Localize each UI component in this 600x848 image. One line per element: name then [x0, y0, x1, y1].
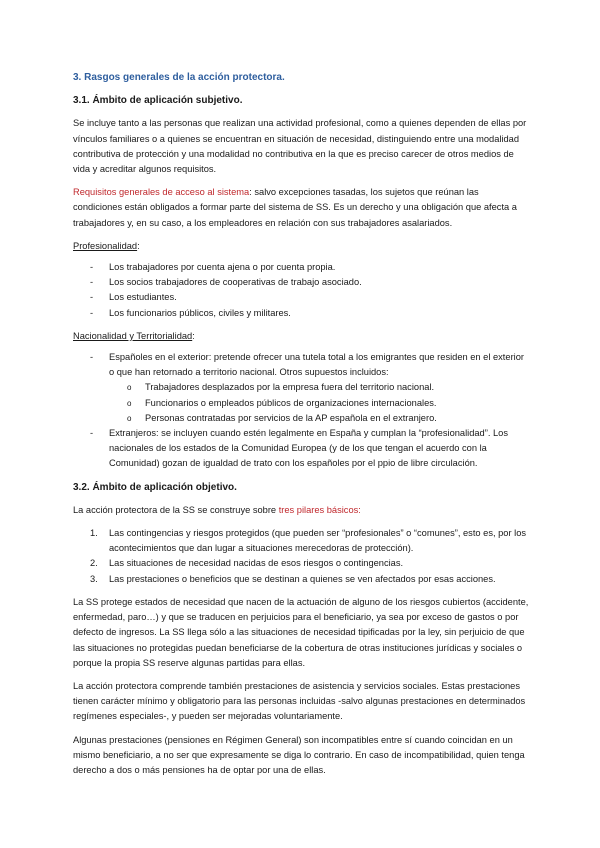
section-heading-3: 3. Rasgos generales de la acción protectora.	[73, 72, 285, 83]
list-item: - Extranjeros: se incluyen cuando estén legalmente en España y cumplan la “profesionalidad”. Los nacionales de los estados de la Comunidad Europea (y de los que tengan el acuerdo con la Comunidad) gozan de igualdad de trato con los españoles por el ppio de libre circulación.	[73, 426, 530, 472]
list-item: - Los funcionarios públicos, civiles y militares.	[73, 306, 530, 321]
profesionalidad-colon: :	[137, 240, 140, 251]
item-text: Las contingencias y riesgos protegidos (que pueden ser “profesionales” o “comunes”, esto es, por los acontecimientos que dan lugar a situaciones merecedoras de protección).	[109, 528, 527, 554]
nacionalidad-label-line	[73, 329, 530, 344]
section-heading-3-1: 3.1. Ámbito de aplicación subjetivo.	[73, 95, 243, 107]
item-text: Las prestaciones o beneficios que se destinan a quienes se ven afectados por esas acciones.	[109, 573, 496, 584]
list-item: - Los trabajadores por cuenta ajena o por cuenta propia.	[73, 260, 530, 275]
requirements-text: : salvo excepciones tasadas, los sujetos que reúnan las condiciones están obligados a formar parte del sistema de SS. Es un derecho y una obligación que afecta a trabajadores y, en su caso, a los empleadores en relación con sus trabajadores asalariados.	[73, 187, 517, 228]
profesionalidad-label-line	[73, 239, 530, 254]
paragraph-assistance: La acción protectora comprende también prestaciones de asistencia y servicios sociales. Estas prestaciones tienen carácter mínimo y obligatorio para las personas incluidas -salvo algunas prestaciones en determinados regímenes especiales-, y pueden ser mejoradas voluntariamente.	[73, 680, 526, 722]
profesionalidad-list	[73, 260, 530, 321]
sub-list-item: o Funcionarios o empleados públicos de organizaciones internacionales.	[109, 396, 530, 411]
list-item	[73, 572, 530, 587]
pillars-intro-text: La acción protectora de la SS se construye sobre	[73, 504, 279, 515]
nacionalidad-colon: :	[192, 330, 195, 341]
sub-list-item: o Trabajadores desplazados por la empresa fuera del territorio nacional.	[109, 380, 530, 395]
nacionalidad-list	[73, 350, 530, 472]
list-item	[73, 526, 530, 556]
paragraph-needs: La SS protege estados de necesidad que nacen de la actuación de alguno de los riesgos cubiertos (accidente, enfermedad, paro…) y que se traducen en perjuicios para el beneficiario, ya sea por exceso de gastos o por defecto de ingresos. La SS llega sólo a las situaciones de necesidad tipificadas por la ley, sin perjuicio de que las situaciones no protegidas puedan beneficiarse de la cobertura de otras instituciones jurídicas y sociales o porque la propia SS reserve algunas partidas para ellas.	[73, 596, 529, 668]
espanoles-exterior-text: Españoles en el exterior: pretende ofrecer una tutela total a los emigrantes que residen en el exterior o que han retornado a territorio nacional. Otros supuestos incluidos:	[109, 352, 524, 378]
item-text: Las situaciones de necesidad nacidas de esos riesgos o contingencias.	[109, 558, 404, 569]
paragraph-scope: Se incluye tanto a las personas que realizan una actividad profesional, como a quienes dependen de ellas por vínculos familiares o a quienes se encuentran en situación de necesidad, distinguiendo entre una modalidad contributiva de protección y una modalidad no contributiva en la que es preciso carecer de otros medios de vida y acreditar algunos requisitos.	[73, 118, 527, 175]
list-item: - Los socios trabajadores de cooperativas de trabajo asociado.	[73, 275, 530, 290]
supuestos-sublist	[109, 380, 530, 426]
paragraph-incompatibility: Algunas prestaciones (pensiones en Régimen General) son incompatibles entre sí cuando coincidan en un mismo beneficiario, a no ser que expresamente se diga lo contrario. En caso de incompatibilidad, quien tenga derecho a dos o más pensiones ha de optar por una de ellas.	[73, 734, 525, 775]
list-item	[73, 556, 530, 571]
paragraph-pillars-intro	[73, 503, 530, 518]
profesionalidad-label: Profesionalidad	[73, 240, 138, 251]
item-number: 3.	[90, 573, 98, 584]
list-item: - Los estudiantes.	[73, 290, 530, 305]
item-number: 2.	[90, 558, 98, 569]
sub-list-item: o Personas contratadas por servicios de la AP española en el extranjero.	[109, 411, 530, 426]
requirements-highlight: Requisitos generales de acceso al sistema	[73, 187, 250, 198]
paragraph-requirements	[73, 185, 530, 231]
section-heading-3-2: 3.2. Ámbito de aplicación objetivo.	[73, 481, 237, 493]
pillars-highlight: tres pilares básicos:	[278, 504, 361, 515]
nacionalidad-label: Nacionalidad y Territorialidad	[73, 330, 193, 341]
list-item	[73, 350, 530, 426]
item-number: 1.	[90, 528, 98, 539]
pillars-list	[73, 526, 530, 587]
